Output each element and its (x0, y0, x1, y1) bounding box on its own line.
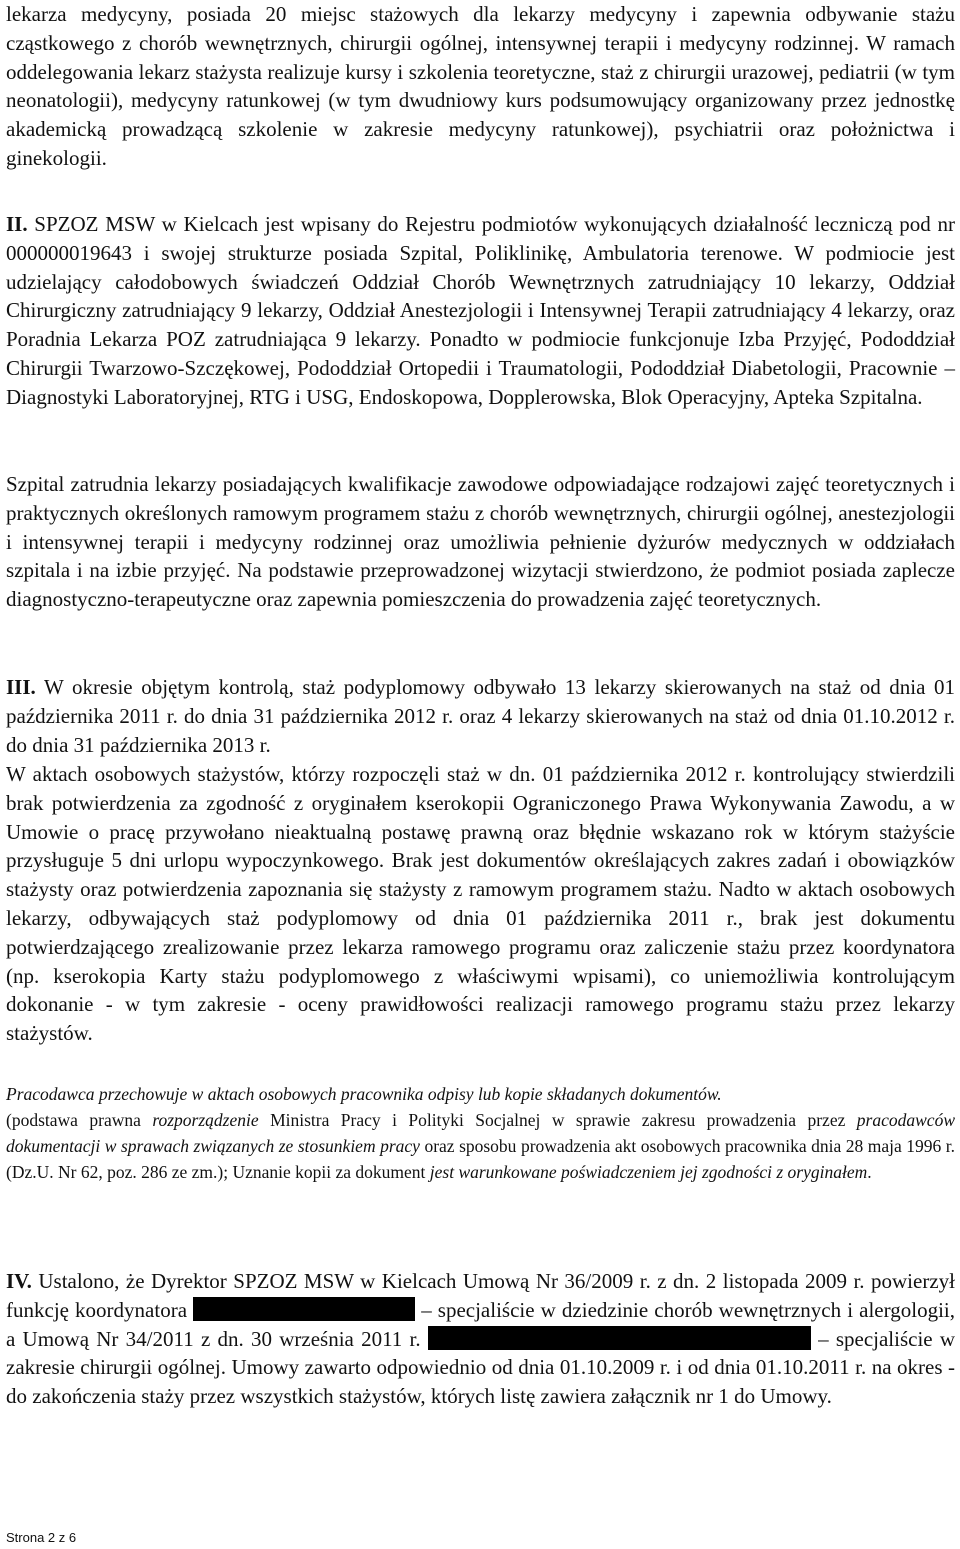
legal-basis-paragraph (6, 1107, 955, 1186)
legal-basis-end: . (867, 1162, 872, 1183)
legal-basis-italic-2: pracodawców dokumentacji w sprawach związanych ze stosunkiem pracy (6, 1110, 955, 1157)
legal-basis-prefix: (podstawa prawna (6, 1110, 153, 1130)
section-3-number: III. (6, 675, 36, 699)
section-2-number: II. (6, 212, 28, 236)
redaction-block (428, 1326, 811, 1350)
section-4-part-3: – specjaliście w zakresie chirurgii ogólnej. Umowy zawarto odpowiednio od dnia 01.10.2009 r. i od dnia 01.10.2011 r. na okres - do zakończenia staży przez wszystkich stażystów, których listę zawiera załącznik nr 1 do Umowy. (6, 1326, 956, 1409)
section-4-number: IV. (6, 1269, 32, 1293)
legal-note-quote (6, 1081, 955, 1107)
legal-basis-italic-1: rozporządzenie (152, 1110, 259, 1130)
section-3-paragraph-2: W aktach osobowych stażystów, którzy rozpoczęli staż w dn. 01 października 2012 r. kontrolujący stwierdzili brak potwierdzenia za zgodność z oryginałem kserokopii Ograniczonego Prawa Wykonywania Zawodu, a w Umowie o pracę przywołano nieaktualną postawę prawną oraz błędnie wskazano rok w którym stażyście przysługuje 5 dni urlopu wypoczynkowego. Brak jest dokumentów określających zakres zadań i obowiązków stażysty oraz potwierdzenia zapoznania się stażysty z ramowym programem stażu. Nadto w aktach osobowych lekarzy, odbywających staż podyplomowy od dnia 01 października 2011 r., brak jest dokumentu potwierdzającego zrealizowanie przez lekarza ramowego programu oraz zaliczenie stażu przez koordynatora (np. kserokopia Karty stażu podyplomowego z właściwymi wpisami), co uniemożliwia kontrolującym dokonanie - w tym zakresie - oceny prawidłowości realizacji ramowego programu stażu przez lekarzy stażystów. (6, 762, 955, 1046)
section-3-paragraph (6, 673, 955, 759)
legal-quote-text: Pracodawca przechowuje w aktach osobowych pracownika odpisy lub kopie składanych dokumentów. (6, 1084, 722, 1104)
section-2-paragraph-2: Szpital zatrudnia lekarzy posiadających kwalifikacje zawodowe odpowiadające rodzajowi zajęć teoretycznych i praktycznych określonych ramowym programem stażu z chorób wewnętrznych, chirurgii ogólnej, anestezjologii i intensywnej terapii i medycyny rodzinnej oraz umożliwia pełnienie dyżurów medycznych w oddziałach szpitala i na izbie przyjęć. Na podstawie przeprowadzonej wizytacji stwierdzono, że podmiot posiada zaplecze diagnostyczno-terapeutyczne oraz zapewnia pomieszczenia do prowadzenia zajęć teoretycznych. (6, 472, 955, 612)
section-3-text: W okresie objętym kontrolą, staż podyplomowy odbywało 13 lekarzy skierowanych na staż od dnia 01 października 2011 r. do dnia 31 października 2012 r. oraz 4 lekarzy skierowanych na staż od dnia 01.10.2012 r. do dnia 31 października 2013 r. (6, 675, 955, 757)
legal-basis-italic-3: jest warunkowane poświadczeniem jej zgodności z oryginałem (429, 1162, 868, 1183)
section-2-text: SPZOZ MSW w Kielcach jest wpisany do Rejestru podmiotów wykonujących działalność leczniczą pod nr 000000019643 i swojej strukturze posiada Szpital, Poliklinikę, Ambulatoria terenowe. W podmiocie jest udzielający całodobowych świadczeń Oddział Chorób Wewnętrznych zatrudniający 10 lekarzy, Oddział Chirurgiczny zatrudniający 9 lekarzy, Oddział Anestezjologii i Intensywnej Terapii zatrudniający 4 lekarzy, oraz Poradnia Lekarza POZ zatrudniająca 9 lekarzy. Ponadto w podmiocie funkcjonuje Izba Przyjęć, Pododdział Chirurgii Twarzowo-Szczękowej, Pododdział Ortopedii i Traumatologii, Pododdział Diabetologii, Pracownie – Diagnostyki Laboratoryjnej, RTG i USG, Endoskopowa, Dopplerowska, Blok Operacyjny, Apteka Szpitalna. (6, 212, 955, 409)
legal-basis-mid-2: oraz sposobu prowadzenia akt osobowych pracownika dnia 28 maja 1996 r. (Dz.U. Nr 62, poz. 286 ze zm.); Uznanie kopii za dokument (6, 1136, 955, 1183)
page-number-footer: Strona 2 z 6 (6, 1530, 77, 1545)
intro-paragraph: lekarza medycyny, posiada 20 miejsc stażowych dla lekarzy medycyny i zapewnia odbywanie stażu cząstkowego z chorób wewnętrznych, chirurgii ogólnej, intensywnej terapii i medycyny rodzinnej. W ramach oddelegowania lekarz stażysta realizuje kursy i szkolenia teoretyczne, staż z chirurgii urazowej, pediatrii (w tym neonatologii), medycyny ratunkowej (w tym dwudniowy kurs podsumowujący organizowany przez jednostkę akademicką prowadzącą szkolenie w zakresie medycyny ratunkowej), psychiatrii oraz położnictwa i ginekologii. (6, 2, 955, 170)
section-2-paragraph (6, 210, 955, 412)
redaction-block (193, 1297, 415, 1321)
section-4-paragraph (6, 1267, 955, 1411)
section-4-part-1: Ustalono, że Dyrektor SPZOZ MSW w Kielcach Umową Nr 36/2009 r. z dn. 2 listopada 2009 r. powierzył funkcję koordynatora (6, 1269, 955, 1322)
section-4-part-2: – specjaliście w dziedzinie chorób wewnętrznych i alergologii, a Umową Nr 34/2011 z dn. 30 września 2011 r. (6, 1297, 955, 1351)
legal-basis-mid-1: Ministra Pracy i Polityki Socjalnej w sprawie zakresu prowadzenia przez (258, 1110, 857, 1130)
